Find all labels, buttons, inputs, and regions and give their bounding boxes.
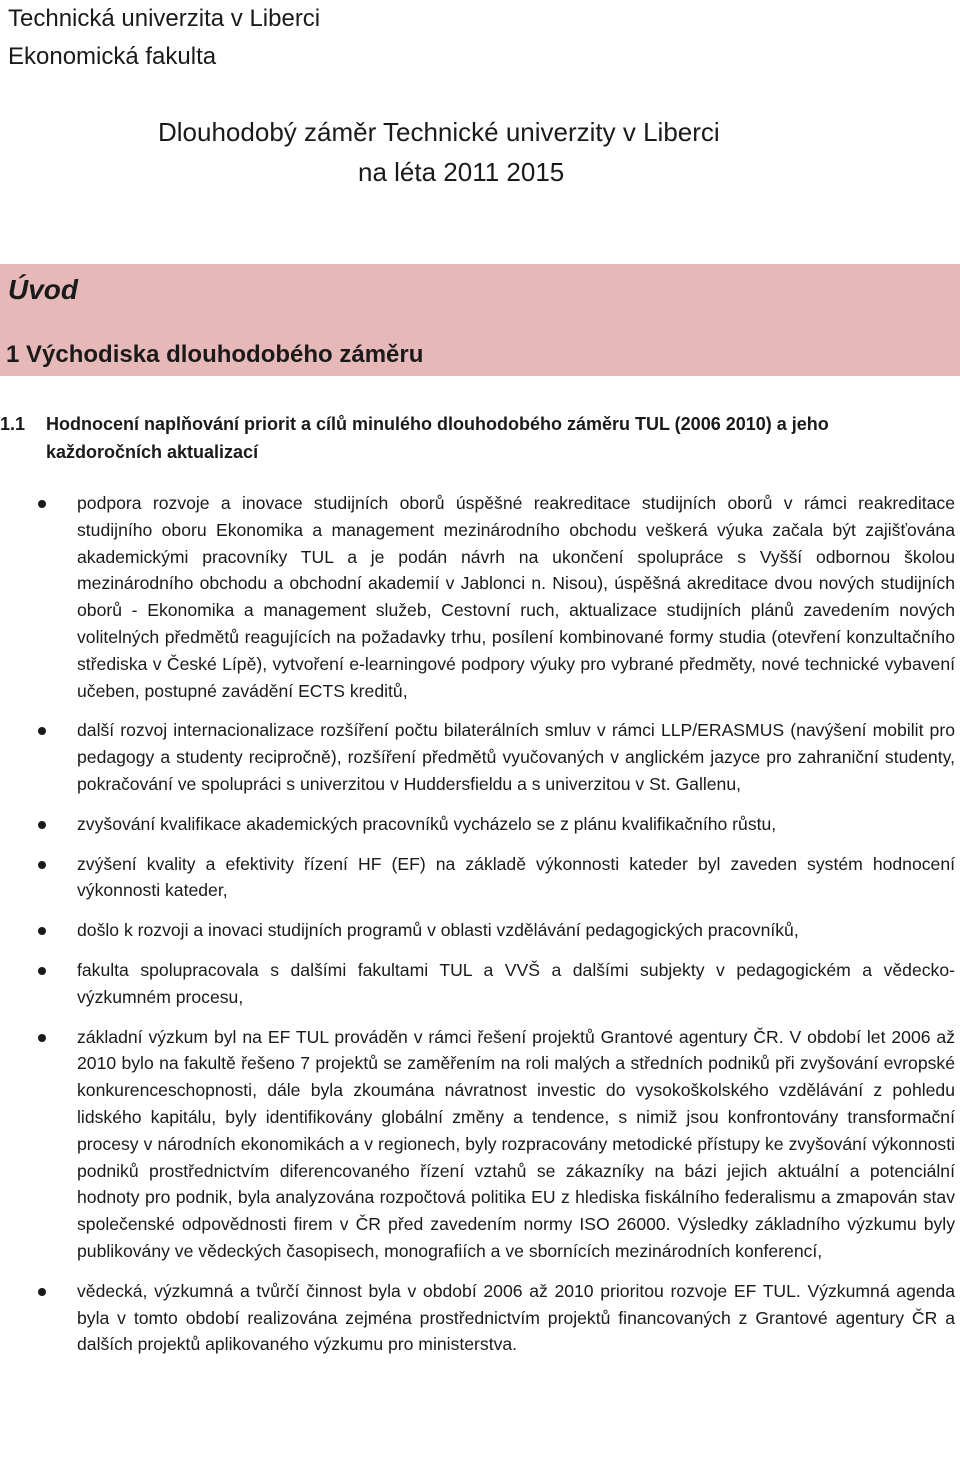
- list-item: [0, 811, 960, 838]
- subsection-heading: [0, 410, 940, 466]
- list-item: [0, 917, 960, 944]
- list-item: [0, 490, 960, 704]
- title-line-1: Dlouhodobý záměr Technické univerzity v Liberci: [158, 117, 720, 147]
- list-item: [0, 957, 960, 1011]
- document-header: [8, 0, 320, 76]
- bullet-icon: [38, 1288, 46, 1296]
- bullet-icon: [38, 861, 46, 869]
- bullet-icon: [38, 1034, 46, 1042]
- list-item: [0, 851, 960, 905]
- bullet-icon: [38, 967, 46, 975]
- intro-heading: Úvod: [8, 274, 78, 305]
- list-item-text: další rozvoj internacionalizace rozšíření počtu bilaterálních smluv v rámci LLP/ERASMUS (navýšení mobilit pro pedagogy a studenty recipročně), rozšíření předmětů vyučovaných v anglickém jazyce pro zahraniční studenty, pokračování ve spolupráci s univerzitou v Huddersfieldu a s univerzitou v St. Gallenu,: [77, 720, 955, 794]
- list-item: [0, 717, 960, 797]
- bullet-icon: [38, 927, 46, 935]
- subsection-number: 1.1: [0, 414, 26, 434]
- list-item-text: zvyšování kvalifikace akademických pracovníků vycházelo se z plánu kvalifikačního růstu,: [77, 813, 777, 834]
- list-item-text: fakulta spolupracovala s dalšími fakultami TUL a VVŠ a dalšími subjekty v pedagogickém a vědecko-výzkumném procesu,: [77, 959, 955, 1007]
- bullet-list: [0, 490, 960, 1371]
- list-item-text: podpora rozvoje a inovace studijních oborů úspěšné reakreditace studijních oborů v rámci reakreditace studijního oboru Ekonomika a management mezinárodního obchodu veškerá výuka začala být zajišťována akademickými pracovníky TUL a je podán návrh na ukončení spolupráce s Vyšší odbornou školou mezinárodního obchodu a obchodní akademií v Jablonci n. Nisou), úspěšná akreditace dvou nových studijních oborů - Ekonomika a management služeb, Cestovní ruch, aktualizace studijních plánů zavedením nových volitelných předmětů reagujících na požadavky trhu, posílení kombinované formy studia (otevření konzultačního střediska v České Lípě), vytvoření e-learningové podpory výuky pro vybrané předměty, nové technické vybavení učeben, postupné zavádění ECTS kreditů,: [77, 493, 955, 701]
- section-subheading: 1 Východiska dlouhodobého záměru: [6, 341, 424, 368]
- list-item-text: základní výzkum byl na EF TUL prováděn v rámci řešení projektů Grantové agentury ČR. V období let 2006 až 2010 bylo na fakultě řešeno 7 projektů se zaměřením na roli malých a středních podniků při zvyšování evropské konkurenceschopnosti, dále byla zkoumána návratnost investic do vysokoškolského vzdělávání z pohledu lidského kapitálu, byly identifikovány globální změny a tendence, s nimiž jsou konfrontovány transformační procesy v národních ekonomikách a v regionech, byly rozpracovány metodické přístupy ke zvyšování výkonnosti podniků prostřednictvím diferencovaného řízení vztahů se zákazníky na bázi jejich aktuální a potenciální hodnoty pro podnik, byla analyzována rozpočtová politika EU z hlediska fiskálního federalismu a zmapován stav společenské odpovědnosti firem v ČR před zavedením normy ISO 26000. Výsledky základního výzkumu byly publikovány ve vědeckých časopisech, monografiích a ve sbornících mezinárodních konferencí,: [77, 1026, 955, 1261]
- document-title: [0, 112, 960, 192]
- list-item: [0, 1278, 960, 1358]
- bullet-icon: [38, 821, 46, 829]
- list-item-text: došlo k rozvoji a inovaci studijních programů v oblasti vzdělávání pedagogických pracovníků,: [77, 920, 799, 941]
- list-item: [0, 1024, 960, 1265]
- bullet-icon: [38, 500, 46, 508]
- title-line-2: na léta 2011 2015: [358, 157, 565, 187]
- university-name: Technická univerzita v Liberci: [8, 5, 321, 32]
- faculty-name: Ekonomická fakulta: [8, 43, 217, 70]
- bullet-icon: [38, 727, 46, 735]
- section-heading-band: [0, 264, 960, 376]
- list-item-text: vědecká, výzkumná a tvůrčí činnost byla v období 2006 až 2010 prioritou rozvoje EF TUL. Výzkumná agenda byla v tomto období realizována zejména prostřednictvím projektů financovaných z Grantové agentury ČR a dalších projektů aplikovaného výzkumu pro ministerstva.: [77, 1280, 955, 1355]
- subsection-title: Hodnocení naplňování priorit a cílů minulého dlouhodobého záměru TUL (2006 2010) a jeho každoročních aktualizací: [46, 414, 829, 462]
- list-item-text: zvýšení kvality a efektivity řízení HF (EF) na základě výkonnosti kateder byl zaveden systém hodnocení výkonnosti kateder,: [77, 853, 955, 901]
